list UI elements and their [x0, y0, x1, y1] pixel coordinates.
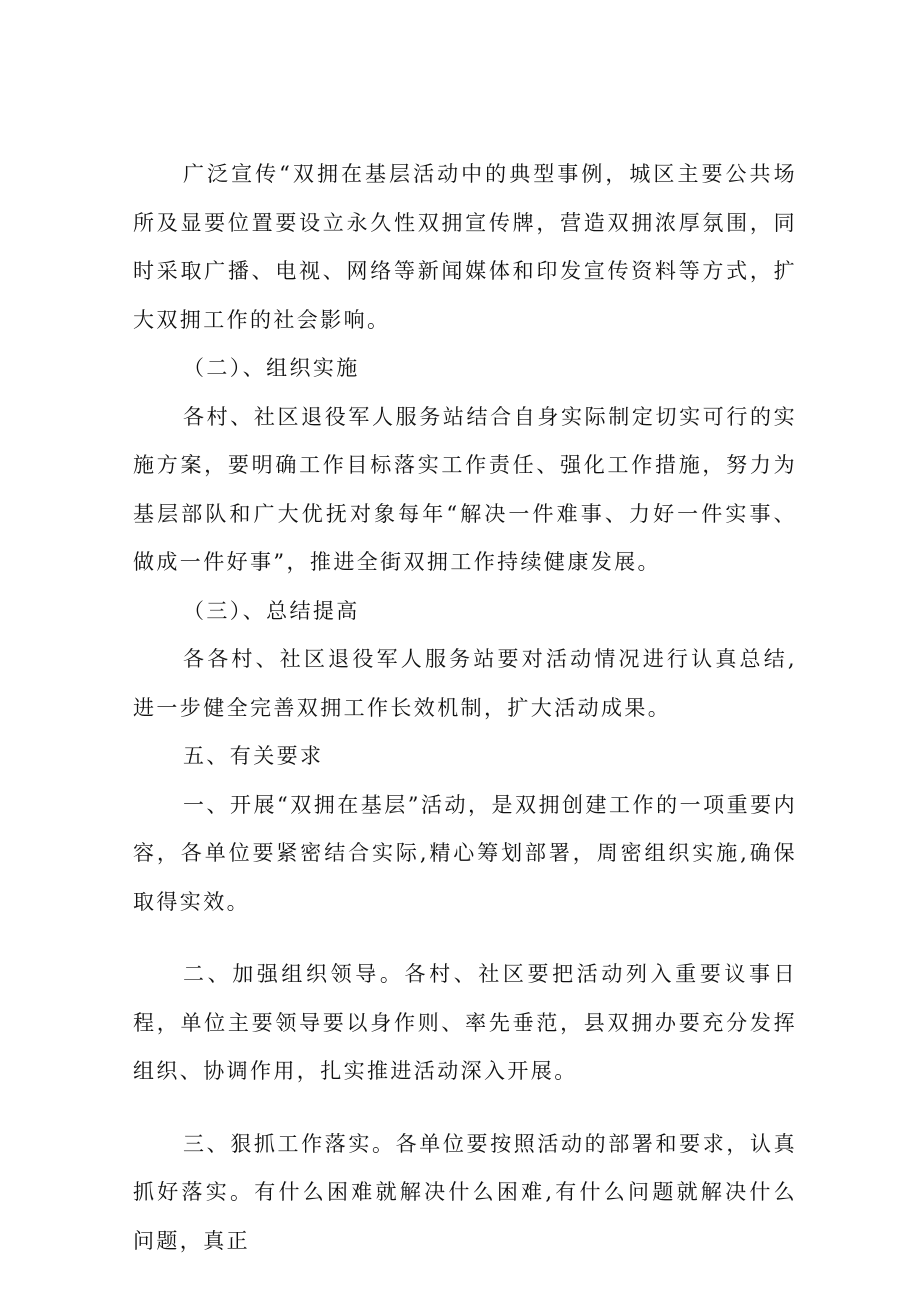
paragraph-requirement-one: 一、开展“双拥在基层”活动，是双拥创建工作的一项重要内容，各单位要紧密结合实际,精心筹划部署，周密组织实施,确保取得实效。 — [133, 792, 797, 914]
heading-organize-implement: （二）、组织实施 — [183, 356, 360, 380]
paragraph-requirement-two: 二、加强组织领导。各村、社区要把活动列入重要议事日程，单位主要领导要以身作则、率先垂范，县双拥办要充分发挥组织、协调作用，扎实推进活动深入开展。 — [133, 962, 797, 1083]
paragraph-implementation-plan: 各村、社区退役军人服务站结合自身实际制定切实可行的实施方案，要明确工作目标落实工作责任、强化工作措施，努力为基层部队和广大优抚对象每年“解决一件难事、力好一件实事、做成一件好事”，推进全街双拥工作持续健康发展。 — [133, 404, 797, 574]
paragraph-publicity: 广泛宣传“双拥在基层活动中的典型事例，城区主要公共场所及显要位置要设立永久性双拥宣传牌，营造双拥浓厚氛围，同时采取广播、电视、网络等新闻媒体和印发宣传资料等方式，扩大双拥工作的社会影响。 — [133, 162, 797, 332]
heading-requirements: 五、有关要求 — [183, 744, 324, 768]
paragraph-summary: 各各村、社区退役军人服务站要对活动情况进行认真总结,进一步健全完善双拥工作长效机制，扩大活动成果。 — [133, 647, 797, 720]
heading-summarize-improve: （三）、总结提高 — [183, 598, 360, 623]
paragraph-requirement-three: 三、狠抓工作落实。各单位要按照活动的部署和要求，认真抓好落实。有什么困难就解决什么困难,有什么问题就解决什么问题，真正 — [133, 1131, 797, 1253]
document-body — [133, 150, 797, 1265]
